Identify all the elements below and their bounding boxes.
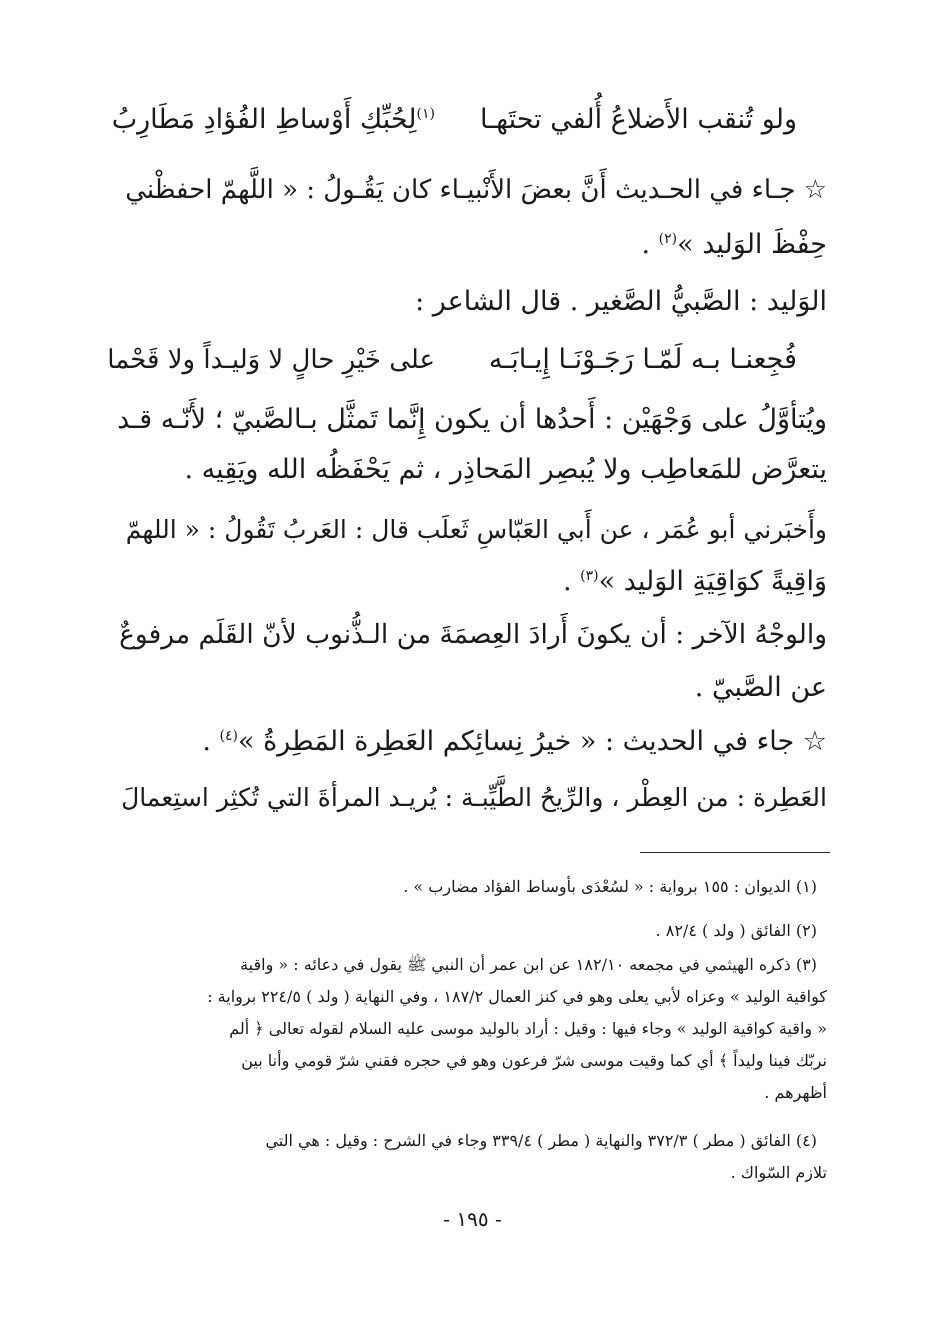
- para5-line2: عن الصَّبيّ .: [694, 672, 827, 703]
- footnote-3-line3: « واقية كواقية الوليد » وجاء فيها : وقيل : أراد بالوليد موسى عليه السلام لقوله تعالى ﴿ ألم: [229, 1019, 827, 1038]
- para2-line: الوَليد : الصَّبيُّ الصَّغير . قال الشاعر :: [415, 286, 827, 317]
- footnote-1: (١) الديوان : ١٥٥ برواية : « لسُعْدَى بأوساط الفؤاد مضارب » .: [403, 877, 817, 896]
- footnote-4-line2: تلازم السّواك .: [730, 1163, 827, 1182]
- para4-line2: وَاقِيةً كوَاقِيَةِ الوَليد »$^{(٣)}$ .: [562, 566, 827, 597]
- footnote-3-line2: كواقية الوليد » وعزاه لأبي يعلى وهو في كنز العمال ١٨٧/٢ ، وفي النهاية ( ولد ) ٢٢٤/٥ برواية :: [207, 987, 827, 1006]
- verse2-right-hemistich: فُجِعنـا بـه لَمّـا رَجَـوْنَـا إِيـابَـه: [488, 344, 797, 375]
- verse1-left-hemistich: $^{(١)}$لِحُبِّكِ أَوْساطِ الفُؤادِ مَطَارِبُ: [111, 104, 435, 135]
- footnote-ref: (٤): [219, 728, 239, 744]
- verse1-right-hemistich: ولو تُنقب الأَضلاعُ أُلفي تحتَهـا: [480, 104, 797, 135]
- para3-line1: ويُتأوَّلُ على وَجْهَيْن : أَحدُها أن يكون إِنَّما تَمثَّل بـالصَّبيّ ؛ لأَنّـه قـد: [117, 404, 827, 435]
- para1-line1: ☆ جـاء في الحـديث أَنَّ بعضَ الأَنْبيـاء كان يَقُـولُ : « اللَّهمّ احفظْني: [125, 175, 827, 205]
- para7-line: العَطِرة : من العِطْر ، والرِّيحُ الطَّيِّبـة : يُريـد المرأةَ التي تُكثِر استِعمالَ: [121, 783, 827, 812]
- para4-line1: وأَخبَرني أبو عُمَر ، عن أَبي العَبّاسِ ثَعلَب قال : العَربُ تَقُولُ : « اللهمّ: [125, 515, 827, 544]
- verse2-left-hemistich: على خَيْرِ حالٍ لا وَليـداً ولا قَحْما: [107, 345, 435, 375]
- footnote-ref: (٢): [658, 231, 678, 247]
- footnote-4-line1: (٤) الفائق ( مطر ) ٣٧٢/٣ والنهاية ( مطر ) ٣٣٩/٤ وجاء في الشرح : وقيل : هي التي: [265, 1131, 817, 1150]
- footnote-ref: (١): [416, 106, 435, 122]
- para1-line2: حِفْظَ الوَليد »$^{(٢)}$ .: [641, 229, 827, 260]
- footnote-2: (٢) الفائق ( ولد ) ٨٢/٤ .: [655, 921, 817, 940]
- para3-line2: يتعرَّض للمَعاطِب ولا يُبصِر المَحاذِر ، ثم يَحْفَظُه الله ويَقِيه .: [184, 454, 827, 485]
- para5-line1: والوجْهُ الآخر : أن يكونَ أَرادَ العِصمَةَ من الـذُّنوب لأنّ القَلَم مرفوعٌ: [119, 619, 827, 650]
- footnote-3-line4: نربّك فينا وليداً ﴾ أي كما وقيت موسى شرّ فرعون وهو في حجره فقني شرّ قومي وأنا بين: [241, 1051, 827, 1070]
- footnote-3-line5: أظهرهم .: [764, 1083, 827, 1102]
- para6-line: ☆ جاء في الحديث : « خيرُ نِسائِكم العَطِرة المَطِرةُ »$^{(٤)}$ .: [202, 726, 827, 757]
- footnote-ref: (٣): [580, 568, 599, 584]
- footnote-3-line1: (٣) ذكره الهيثمي في مجمعه ١٨٢/١٠ عن ابن عمر أن النبي ﷺ يقول في دعائه : « واقية: [240, 955, 817, 974]
- footnote-separator: [640, 852, 830, 853]
- page-number: - ١٩٥ -: [443, 1207, 502, 1231]
